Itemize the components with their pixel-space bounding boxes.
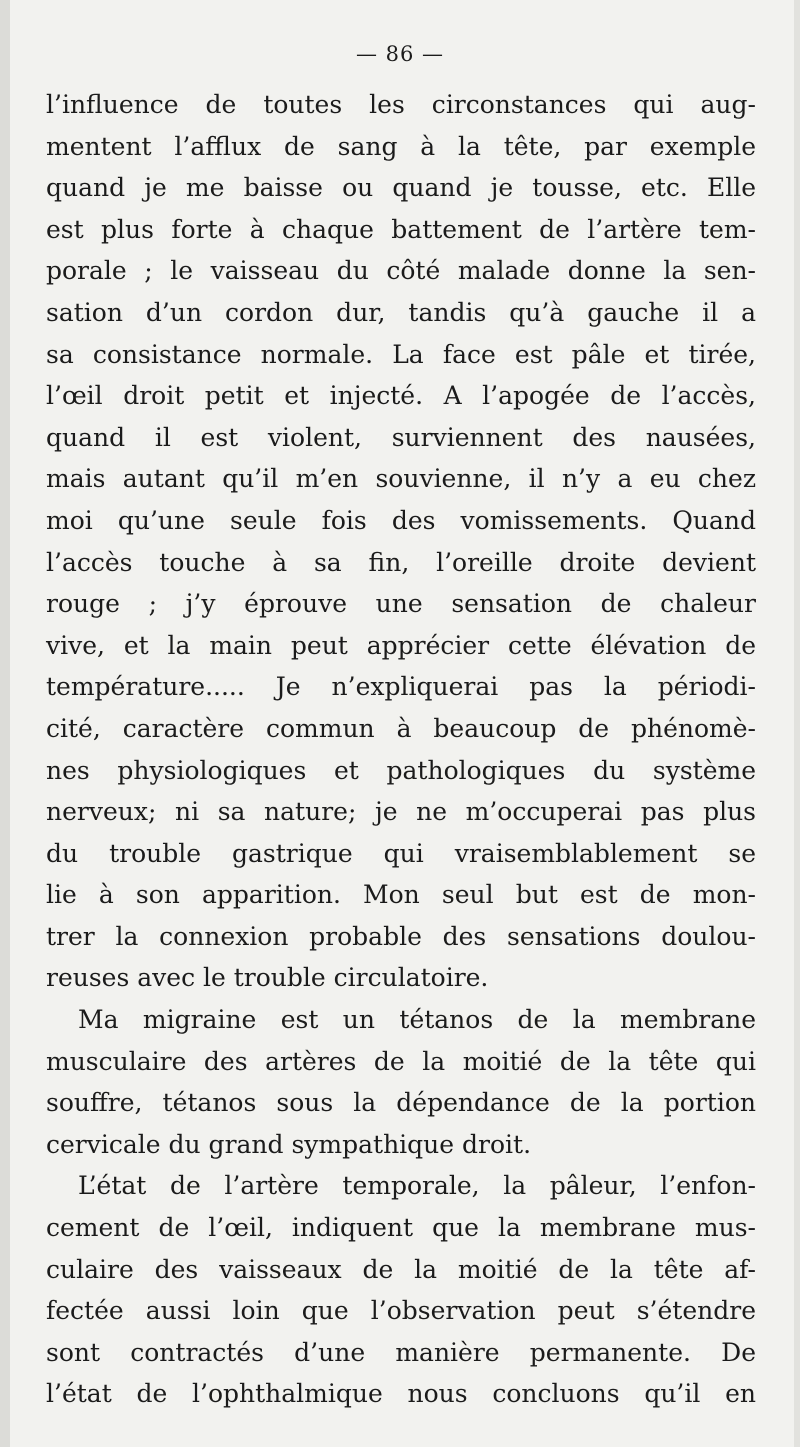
text-line: sont contractés d’une manière permanente. De (46, 1337, 756, 1367)
text-line: est plus forte à chaque battement de l’artère tem- (46, 214, 756, 244)
text-line: trer la connexion probable des sensations doulou- (46, 921, 756, 951)
paragraph-end-line: reuses avec le trouble circulatoire. (46, 963, 489, 993)
text-line: l’œil droit petit et injecté. A l’apogée de l’accès, (46, 381, 756, 411)
page-number: — 86 — (355, 42, 445, 66)
text-line: lie à son apparition. Mon seul but est de mon- (46, 880, 756, 910)
text-line: nes physiologiques et pathologiques du système (46, 755, 756, 785)
text-line: l’influence de toutes les circonstances qui aug- (46, 90, 756, 119)
paragraph-start-line: L’état de l’artère temporale, la pâleur, l’enfon- (78, 1171, 756, 1201)
text-line: mais autant qu’il m’en souvienne, il n’y a eu chez (46, 464, 756, 494)
text-line: quand je me baisse ou quand je tousse, etc. Elle (46, 173, 756, 203)
paragraph-end-line: cervicale du grand sympathique droit. (46, 1129, 532, 1159)
text-line: souffre, tétanos sous la dépendance de la portion (46, 1088, 756, 1118)
text-line: cité, caractère commun à beaucoup de phénomè- (46, 713, 756, 743)
text-line: quand il est violent, surviennent des nausées, (46, 422, 756, 452)
page-right-edge (794, 0, 800, 1447)
text-line: vive, et la main peut apprécier cette élévation de (46, 630, 756, 660)
text-line: mentent l’afflux de sang à la tête, par exemple (46, 131, 756, 161)
text-line: cement de l’œil, indiquent que la membrane mus- (46, 1213, 756, 1243)
text-line: du trouble gastrique qui vraisemblablement se (46, 838, 756, 868)
text-line: l’accès touche à sa fin, l’oreille droite devient (46, 547, 756, 577)
text-line: moi qu’une seule fois des vomissements. Quand (46, 505, 756, 535)
text-line: l’état de l’ophthalmique nous concluons qu’il en (46, 1379, 756, 1409)
text-line: sa consistance normale. La face est pâle et tirée, (46, 339, 756, 369)
text-line: fectée aussi loin que l’observation peut s’étendre (46, 1296, 756, 1326)
text-line: nerveux; ni sa nature; je ne m’occuperai pas plus (46, 797, 756, 827)
text-line: porale ; le vaisseau du côté malade donne la sen- (46, 256, 756, 286)
text-line: température..... Je n’expliquerai pas la périodi- (46, 672, 756, 702)
text-line: culaire des vaisseaux de la moitié de la tête af- (46, 1254, 756, 1284)
paragraph-start-line: Ma migraine est un tétanos de la membrane (78, 1005, 756, 1035)
page-left-edge (0, 0, 10, 1447)
body-text (46, 84, 756, 1415)
text-line: sation d’un cordon dur, tandis qu’à gauche il a (46, 297, 756, 327)
text-line: rouge ; j’y éprouve une sensation de chaleur (46, 589, 756, 619)
text-line: musculaire des artères de la moitié de la tête qui (46, 1046, 756, 1076)
